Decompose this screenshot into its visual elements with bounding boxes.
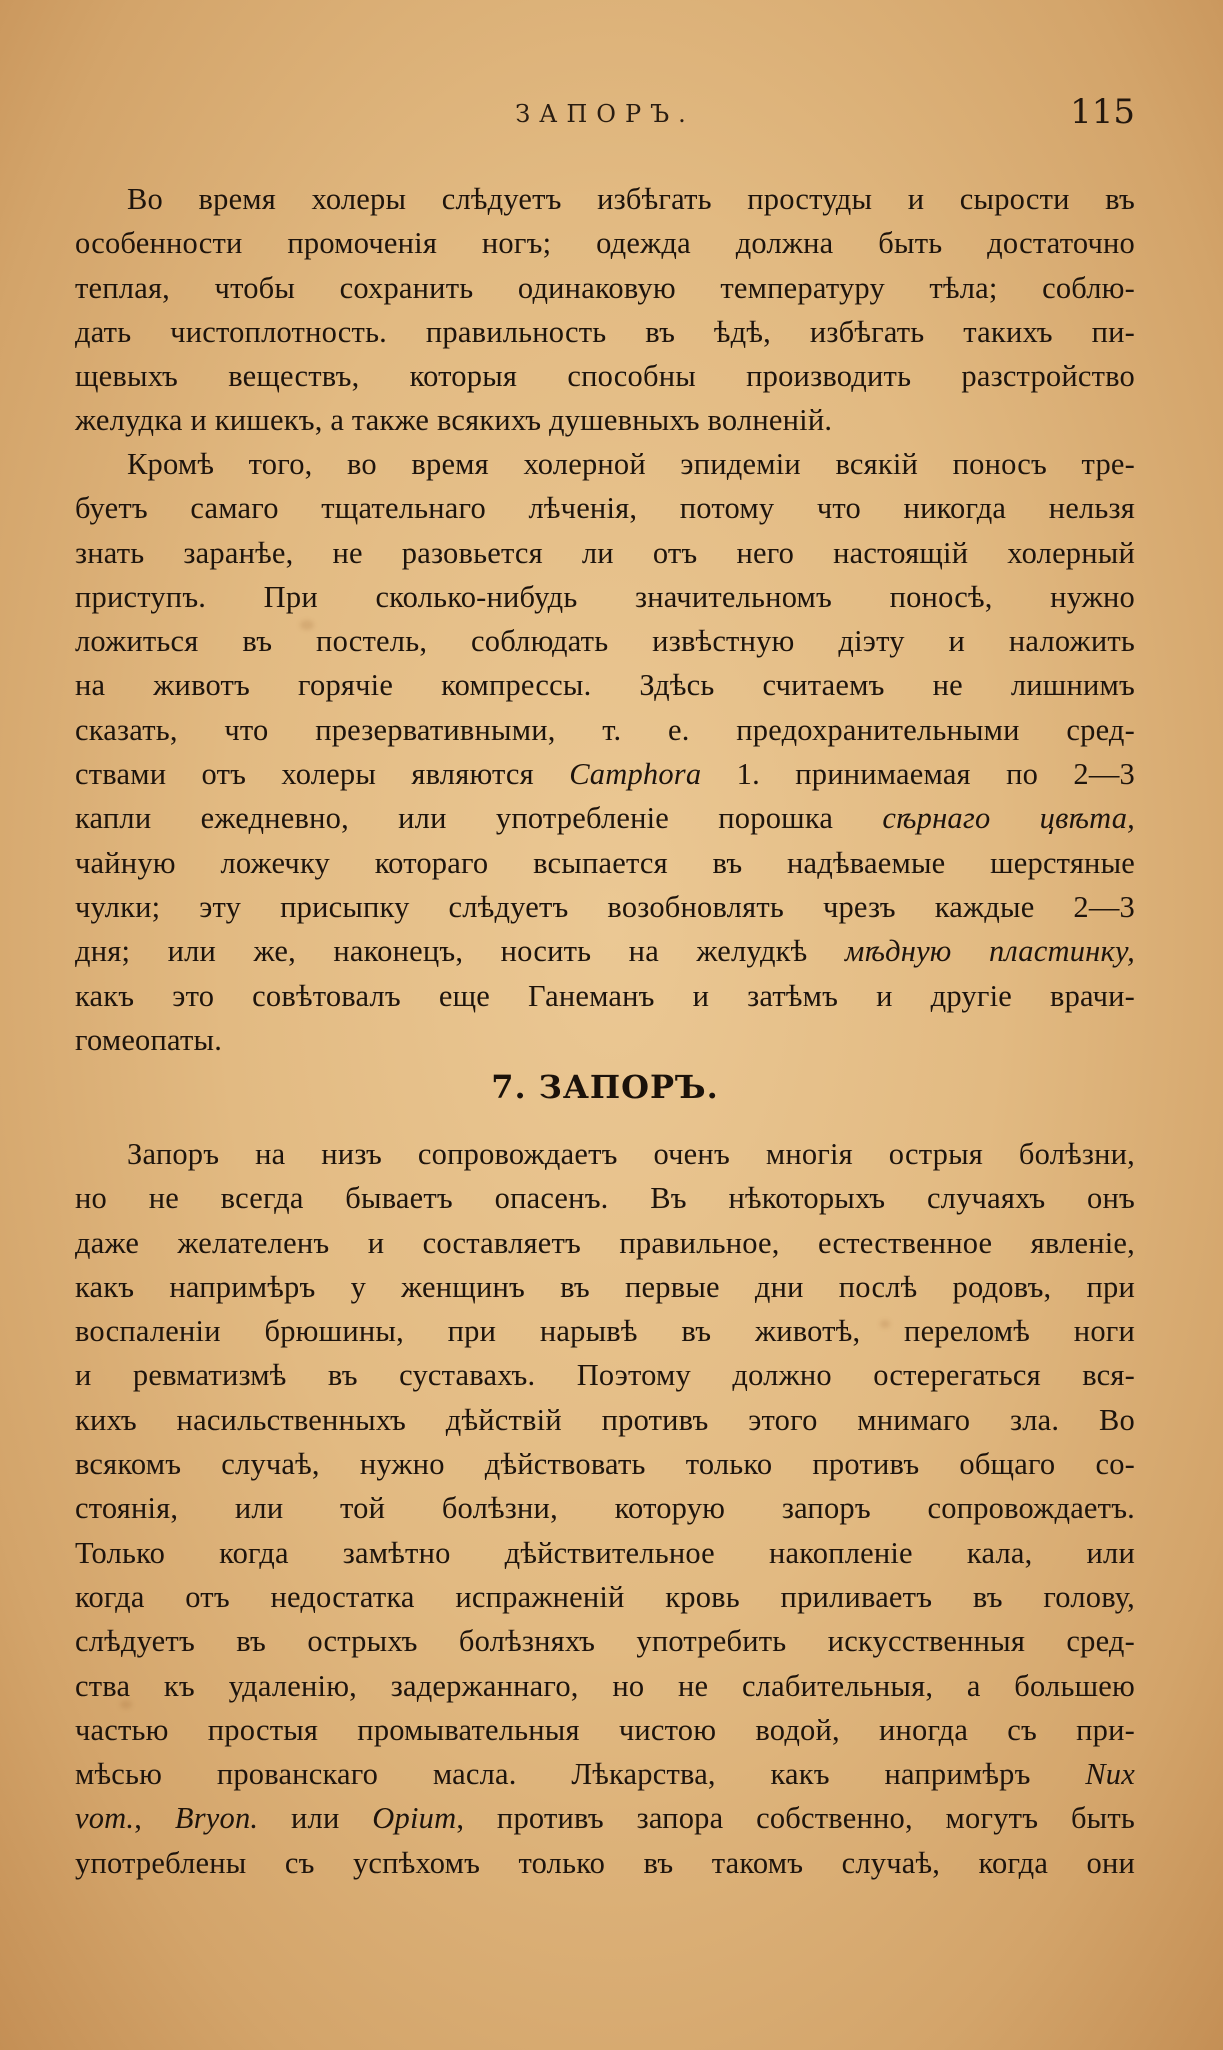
- text-line: буетъ самаго тщательнаго лѣченія, потому что никогда нельзя: [75, 491, 1135, 526]
- text-run: ,: [134, 1801, 175, 1836]
- italic-remedy-name: Camphora: [569, 757, 702, 792]
- text-run: 1. принимаемая по 2—3: [701, 757, 1135, 792]
- text-run: капли ежедневно, или употребленіе порошка: [75, 801, 883, 836]
- italic-remedy-name: Nux: [1085, 1757, 1135, 1792]
- text-line: употреблены съ успѣхомъ только въ такомъ случаѣ, когда они: [75, 1845, 1135, 1880]
- text-run: или: [258, 1801, 373, 1836]
- page-number: 115: [1070, 92, 1135, 132]
- text-line: сказать, что презервативными, т. е. предохранительными сред-: [75, 712, 1135, 747]
- text-line: Во время холеры слѣдуетъ избѣгать простуды и сырости въ: [127, 182, 1135, 216]
- text-line: желудка и кишекъ, а также всякихъ душевныхъ волненій.: [75, 403, 833, 438]
- text-line: кихъ насильственныхъ дѣйствій противъ этого мнимаго зла. Во: [75, 1402, 1135, 1437]
- section-heading: 7. ЗАПОРЪ.: [491, 1068, 719, 1106]
- text-run: дня; или же, наконецъ, носить на желудкѣ: [75, 934, 845, 969]
- text-line: стоянія, или той болѣзни, которую запоръ сопровождаетъ.: [75, 1491, 1135, 1526]
- text-line: на животъ горячіе компрессы. Здѣсь считаемъ не лишнимъ: [75, 668, 1135, 703]
- italic-remedy-name: Opium: [372, 1801, 457, 1836]
- text-line: какъ это совѣтовалъ еще Ганеманъ и затѣмъ и другіе врачи-: [75, 978, 1135, 1013]
- text-line: всякомъ случаѣ, нужно дѣйствовать только противъ общаго со-: [75, 1447, 1135, 1482]
- text-line: теплая, чтобы сохранить одинаковую температуру тѣла; соблю-: [75, 270, 1135, 305]
- text-run: ствами отъ холеры являются: [75, 757, 570, 792]
- paragraph-2: [75, 442, 1135, 1062]
- text-line: ложиться въ постель, соблюдать извѣстную діэту и наложить: [75, 624, 1135, 659]
- text-line: какъ напримѣръ у женщинъ въ первые дни послѣ родовъ, при: [75, 1269, 1135, 1304]
- text-run: , противъ запора собственно, могутъ быть: [456, 1801, 1135, 1836]
- running-title: ЗАПОРЪ.: [515, 100, 695, 128]
- text-line: чайную ложечку котораго всыпается въ надѣваемые шерстяные: [75, 845, 1135, 880]
- paragraph-3: [75, 1132, 1135, 1885]
- text-line: воспаленіи брюшины, при нарывѣ въ животѣ, переломѣ ноги: [75, 1314, 1135, 1349]
- running-head: [75, 92, 1135, 140]
- text-line: чулки; эту присыпку слѣдуетъ возобновлять чрезъ каждые 2—3: [75, 889, 1135, 924]
- text-line: ства къ удаленію, задержаннаго, но не слабительныя, а большею: [75, 1668, 1135, 1703]
- text-line: [75, 796, 1135, 840]
- italic-remedy-name: мѣдную пластинку,: [844, 934, 1135, 969]
- text-line: но не всегда бываетъ опасенъ. Въ нѣкоторыхъ случаяхъ онъ: [75, 1181, 1135, 1216]
- italic-remedy-name: Bryon.: [174, 1801, 259, 1836]
- text-line: Запоръ на низъ сопровождаетъ оченъ многія острыя болѣзни,: [127, 1137, 1135, 1171]
- text-line: дать чистоплотность. правильность въ ѣдѣ, избѣгать такихъ пи-: [75, 314, 1135, 349]
- text-run: мѣсью прованскаго масла. Лѣкарства, какъ напримѣръ: [75, 1757, 1086, 1792]
- text-line: приступъ. При сколько-нибудь значительномъ поносѣ, нужно: [75, 579, 1135, 614]
- text-line: [75, 1752, 1135, 1796]
- text-line: Кромѣ того, во время холерной эпидеміи всякій поносъ тре-: [127, 447, 1135, 481]
- text-line: [75, 1796, 1135, 1840]
- text-line: даже желателенъ и составляетъ правильное, естественное явленіе,: [75, 1225, 1135, 1260]
- text-line: Только когда замѣтно дѣйствительное накопленіе кала, или: [75, 1535, 1135, 1570]
- text-line: [75, 752, 1135, 796]
- text-line: гомеопаты.: [75, 1022, 223, 1057]
- text-line: щевыхъ веществъ, которыя способны производить разстройство: [75, 359, 1135, 394]
- text-line: знать заранѣе, не разовьется ли отъ него настоящій холерный: [75, 535, 1135, 570]
- paragraph-1: [75, 177, 1135, 443]
- text-line: и ревматизмѣ въ суставахъ. Поэтому должно остерегаться вся-: [75, 1358, 1135, 1393]
- italic-remedy-name: vom.: [75, 1801, 135, 1836]
- text-line: слѣдуетъ въ острыхъ болѣзняхъ употребить искусственныя сред-: [75, 1624, 1135, 1659]
- text-line: [75, 929, 1135, 973]
- italic-remedy-name: сѣрнаго цвѣта,: [882, 801, 1135, 836]
- text-line: особенности промоченія ногъ; одежда должна быть достаточно: [75, 226, 1135, 261]
- text-line: когда отъ недостатка испражненій кровь приливаетъ въ голову,: [75, 1579, 1135, 1614]
- text-line: частью простыя промывательныя чистою водой, иногда съ при-: [75, 1712, 1135, 1747]
